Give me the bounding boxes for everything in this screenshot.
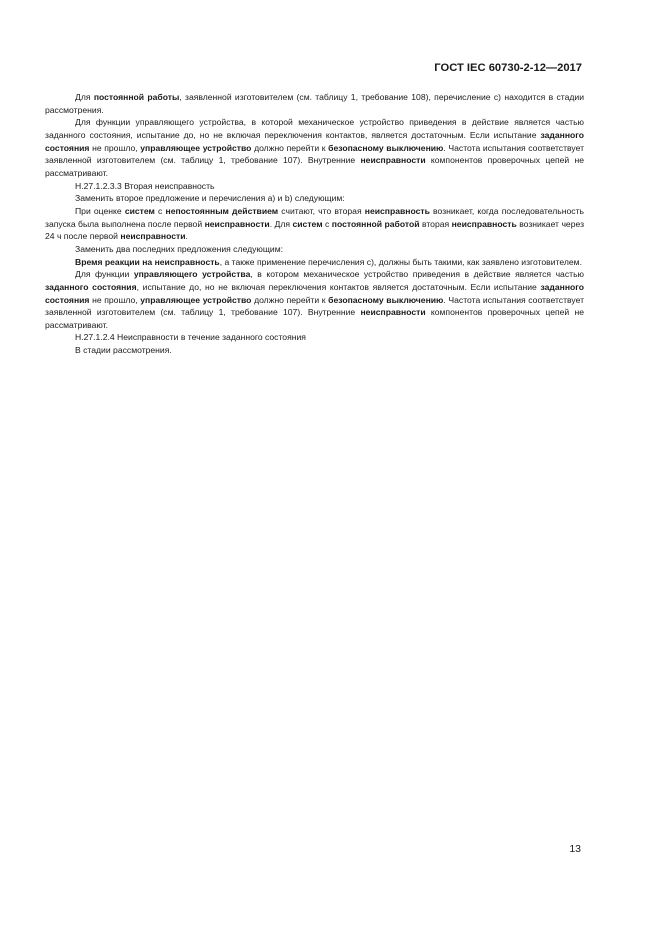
bold-term: постоянной работой: [331, 218, 420, 229]
text-run: . Частота испытания соответствует заявленной изготовителем (см. таблицу 1, требование 107). Внутренние: [45, 294, 585, 318]
text-run: считают, что вторая: [278, 205, 365, 216]
text-run: Заменить два последних предложения следующим:: [75, 243, 284, 254]
text-run: возникает, когда последовательность запуска была выполнена после первой: [45, 205, 584, 229]
text-run: Для функции: [75, 269, 134, 280]
bold-term: управляющее устройство: [140, 294, 252, 305]
text-run: . Для: [269, 218, 293, 229]
document-body: [45, 91, 584, 357]
paragraph-p5: [45, 205, 584, 243]
text-run: вторая: [419, 218, 452, 229]
text-run: с: [322, 218, 332, 229]
paragraph-p4: [45, 192, 584, 205]
text-run: должно перейти к: [251, 142, 329, 153]
paragraph-p10: [45, 344, 584, 357]
document-code-header: ГОСТ IEC 60730-2-12—2017: [434, 62, 582, 74]
bold-term: неисправность: [451, 218, 517, 229]
text-run: компонентов проверочных цепей не рассматривают.: [45, 155, 585, 178]
paragraph-p7: [45, 256, 584, 269]
text-run: , заявленной изготовителем (см. таблицу 1, требование 108), перечисление с) находится в стадии рассмотрения.: [45, 92, 584, 115]
text-run: . Частота испытания соответствует заявленной изготовителем (см. таблицу 1, требование 107). Внутренние: [45, 142, 585, 166]
text-run: возникает через 24 ч после первой: [45, 218, 585, 242]
text-run: должно перейти к: [251, 294, 329, 305]
bold-term: неисправности: [120, 231, 186, 242]
text-run: .: [185, 231, 188, 242]
paragraph-p6: [45, 243, 584, 256]
text-run: с: [154, 205, 166, 216]
bold-term: постоянной работы: [93, 92, 180, 102]
text-run: Н.27.1.2.4 Неисправности в течение заданного состояния: [75, 332, 306, 343]
text-run: В стадии рассмотрения.: [75, 345, 172, 356]
text-run: При оценке: [75, 205, 125, 216]
bold-term: управляющего устройства: [133, 269, 251, 280]
text-run: Заменить второе предложение и перечисления а) и b) следующим:: [75, 193, 345, 204]
text-run: не прошло,: [89, 142, 141, 153]
text-run: , в котором механическое устройство приведения в действие является частью: [250, 269, 584, 280]
bold-term: безопасному выключению: [328, 294, 444, 305]
paragraph-p1: [45, 91, 584, 116]
text-run: Для функции управляющего устройства, в которой механическое устройство приведения в действие является частью заданного состояния, испытание до, но не включая переключения контактов, является достаточным. Если испытание: [45, 117, 584, 140]
bold-term: управляющее устройство: [140, 142, 252, 153]
bold-term: неисправности: [360, 307, 426, 318]
bold-term: систем: [124, 205, 155, 216]
text-run: , испытание до, но не включая переключения контактов является достаточным. Если испытание: [136, 281, 541, 292]
text-run: компонентов проверочных цепей не рассматривают.: [45, 307, 585, 330]
bold-term: систем: [292, 218, 323, 229]
bold-term: неисправности: [204, 218, 270, 229]
text-run: не прошло,: [89, 294, 141, 305]
bold-term: непостоянным действием: [165, 205, 279, 216]
page-number: 13: [569, 843, 581, 855]
bold-term: заданного состояния: [45, 281, 137, 292]
bold-term: безопасному выключению: [328, 142, 444, 153]
bold-term: заданного состояния: [45, 281, 584, 305]
text-run: Н.27.1.2.3.3 Вторая неисправность: [75, 180, 215, 191]
text-run: , а также применение перечисления с), должны быть такими, как заявлено изготовителем.: [219, 256, 582, 267]
paragraph-p3: [45, 180, 584, 193]
paragraph-p8: [45, 268, 584, 331]
bold-term: неисправности: [360, 155, 426, 166]
paragraph-p2: [45, 116, 584, 179]
bold-term: Время реакции на неисправность: [75, 256, 220, 267]
text-run: Для: [75, 92, 94, 102]
bold-term: неисправность: [364, 205, 430, 216]
bold-term: заданного состояния: [45, 129, 584, 153]
paragraph-p9: [45, 331, 584, 344]
